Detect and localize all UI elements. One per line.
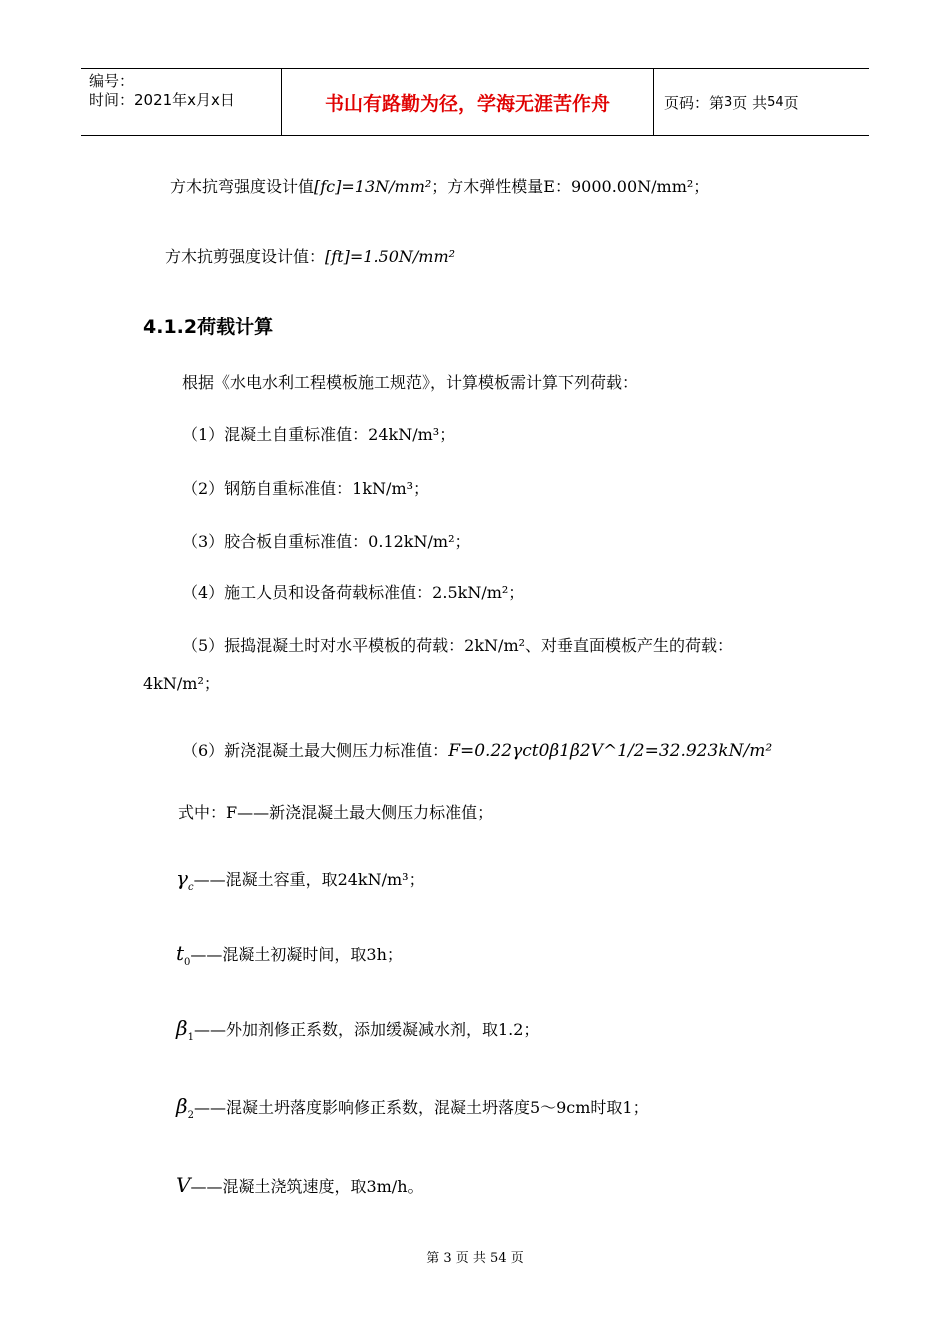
motto: 书山有路勤为径，学海无涯苦作舟 bbox=[281, 69, 654, 135]
number-label: 编号： bbox=[89, 72, 135, 90]
page-header bbox=[81, 68, 869, 136]
load-item-5-cont: 4kN/m²； bbox=[143, 674, 220, 693]
wood-shear-label: 方木抗剪强度设计值： bbox=[165, 247, 326, 266]
symbol-beta2: $\beta_2$ bbox=[176, 1094, 194, 1121]
v-line bbox=[176, 1173, 424, 1197]
section-heading: 4.1.2荷载计算 bbox=[143, 316, 274, 338]
page-info-suffix: 页 bbox=[783, 93, 799, 112]
beta1-line bbox=[176, 1016, 539, 1043]
page-info-prefix: 页码：第 bbox=[664, 93, 725, 112]
t0-desc: ——混凝土初凝时间，取3h； bbox=[190, 945, 403, 964]
load-item-2: （2）钢筋自重标准值：1kN/m³； bbox=[182, 479, 430, 498]
header-left-cell bbox=[81, 69, 281, 135]
page-current: 3 bbox=[724, 94, 733, 110]
t0-line bbox=[176, 941, 403, 968]
symbol-gamma-c: $\gamma_c$ bbox=[176, 866, 194, 893]
page-total: 54 bbox=[767, 94, 784, 110]
wood-bending-label: 方木抗弯强度设计值 bbox=[170, 177, 315, 196]
formula-ft: [ft]=1.50N/mm² bbox=[325, 247, 456, 266]
symbol-t0: $t_0$ bbox=[176, 941, 191, 968]
symbol-beta1: $\beta_1$ bbox=[176, 1016, 194, 1043]
load-item-6 bbox=[182, 738, 772, 761]
load-item-1: （1）混凝土自重标准值：24kN/m³； bbox=[182, 425, 456, 444]
load-item-3: （3）胶合板自重标准值：0.12kN/m²； bbox=[182, 532, 471, 551]
where-line: 式中：F——新浇混凝土最大侧压力标准值； bbox=[178, 803, 494, 822]
page-footer: 第 3 页 共 54 页 bbox=[426, 1251, 524, 1266]
page-info-mid: 页 共 bbox=[732, 93, 768, 112]
formula-lateral-pressure: F=0.22γct0β1β2V^1/2=32.923kN/m² bbox=[448, 741, 773, 761]
wood-shear-strength bbox=[165, 244, 455, 267]
symbol-v: V bbox=[176, 1173, 191, 1197]
intro-paragraph: 根据《水电水利工程模板施工规范》，计算模板需计算下列荷载： bbox=[182, 373, 639, 392]
date-label: 时间：2021年x月x日 bbox=[89, 91, 235, 109]
page-info bbox=[654, 69, 869, 135]
v-desc: ——混凝土浇筑速度，取3m/h。 bbox=[190, 1177, 424, 1196]
load-item-5: （5）振捣混凝土时对水平模板的荷载：2kN/m²、对垂直面模板产生的荷载： bbox=[182, 636, 734, 655]
gamma-line bbox=[176, 866, 425, 893]
wood-elastic-modulus: ；方木弹性模量E：9000.00N/mm²； bbox=[431, 177, 710, 196]
wood-bending-strength bbox=[170, 174, 709, 197]
gamma-desc: ——混凝土容重，取24kN/m³； bbox=[193, 870, 425, 889]
formula-fc: [fc]=13N/mm² bbox=[314, 177, 432, 196]
beta2-line bbox=[176, 1094, 649, 1121]
load-item-4: （4）施工人员和设备荷载标准值：2.5kN/m²； bbox=[182, 583, 525, 602]
beta1-desc: ——外加剂修正系数，添加缓凝减水剂，取1.2； bbox=[193, 1020, 540, 1039]
beta2-desc: ——混凝土坍落度影响修正系数，混凝土坍落度5～9cm时取1； bbox=[193, 1098, 649, 1117]
load-item-6-label: （6）新浇混凝土最大侧压力标准值： bbox=[182, 741, 449, 760]
